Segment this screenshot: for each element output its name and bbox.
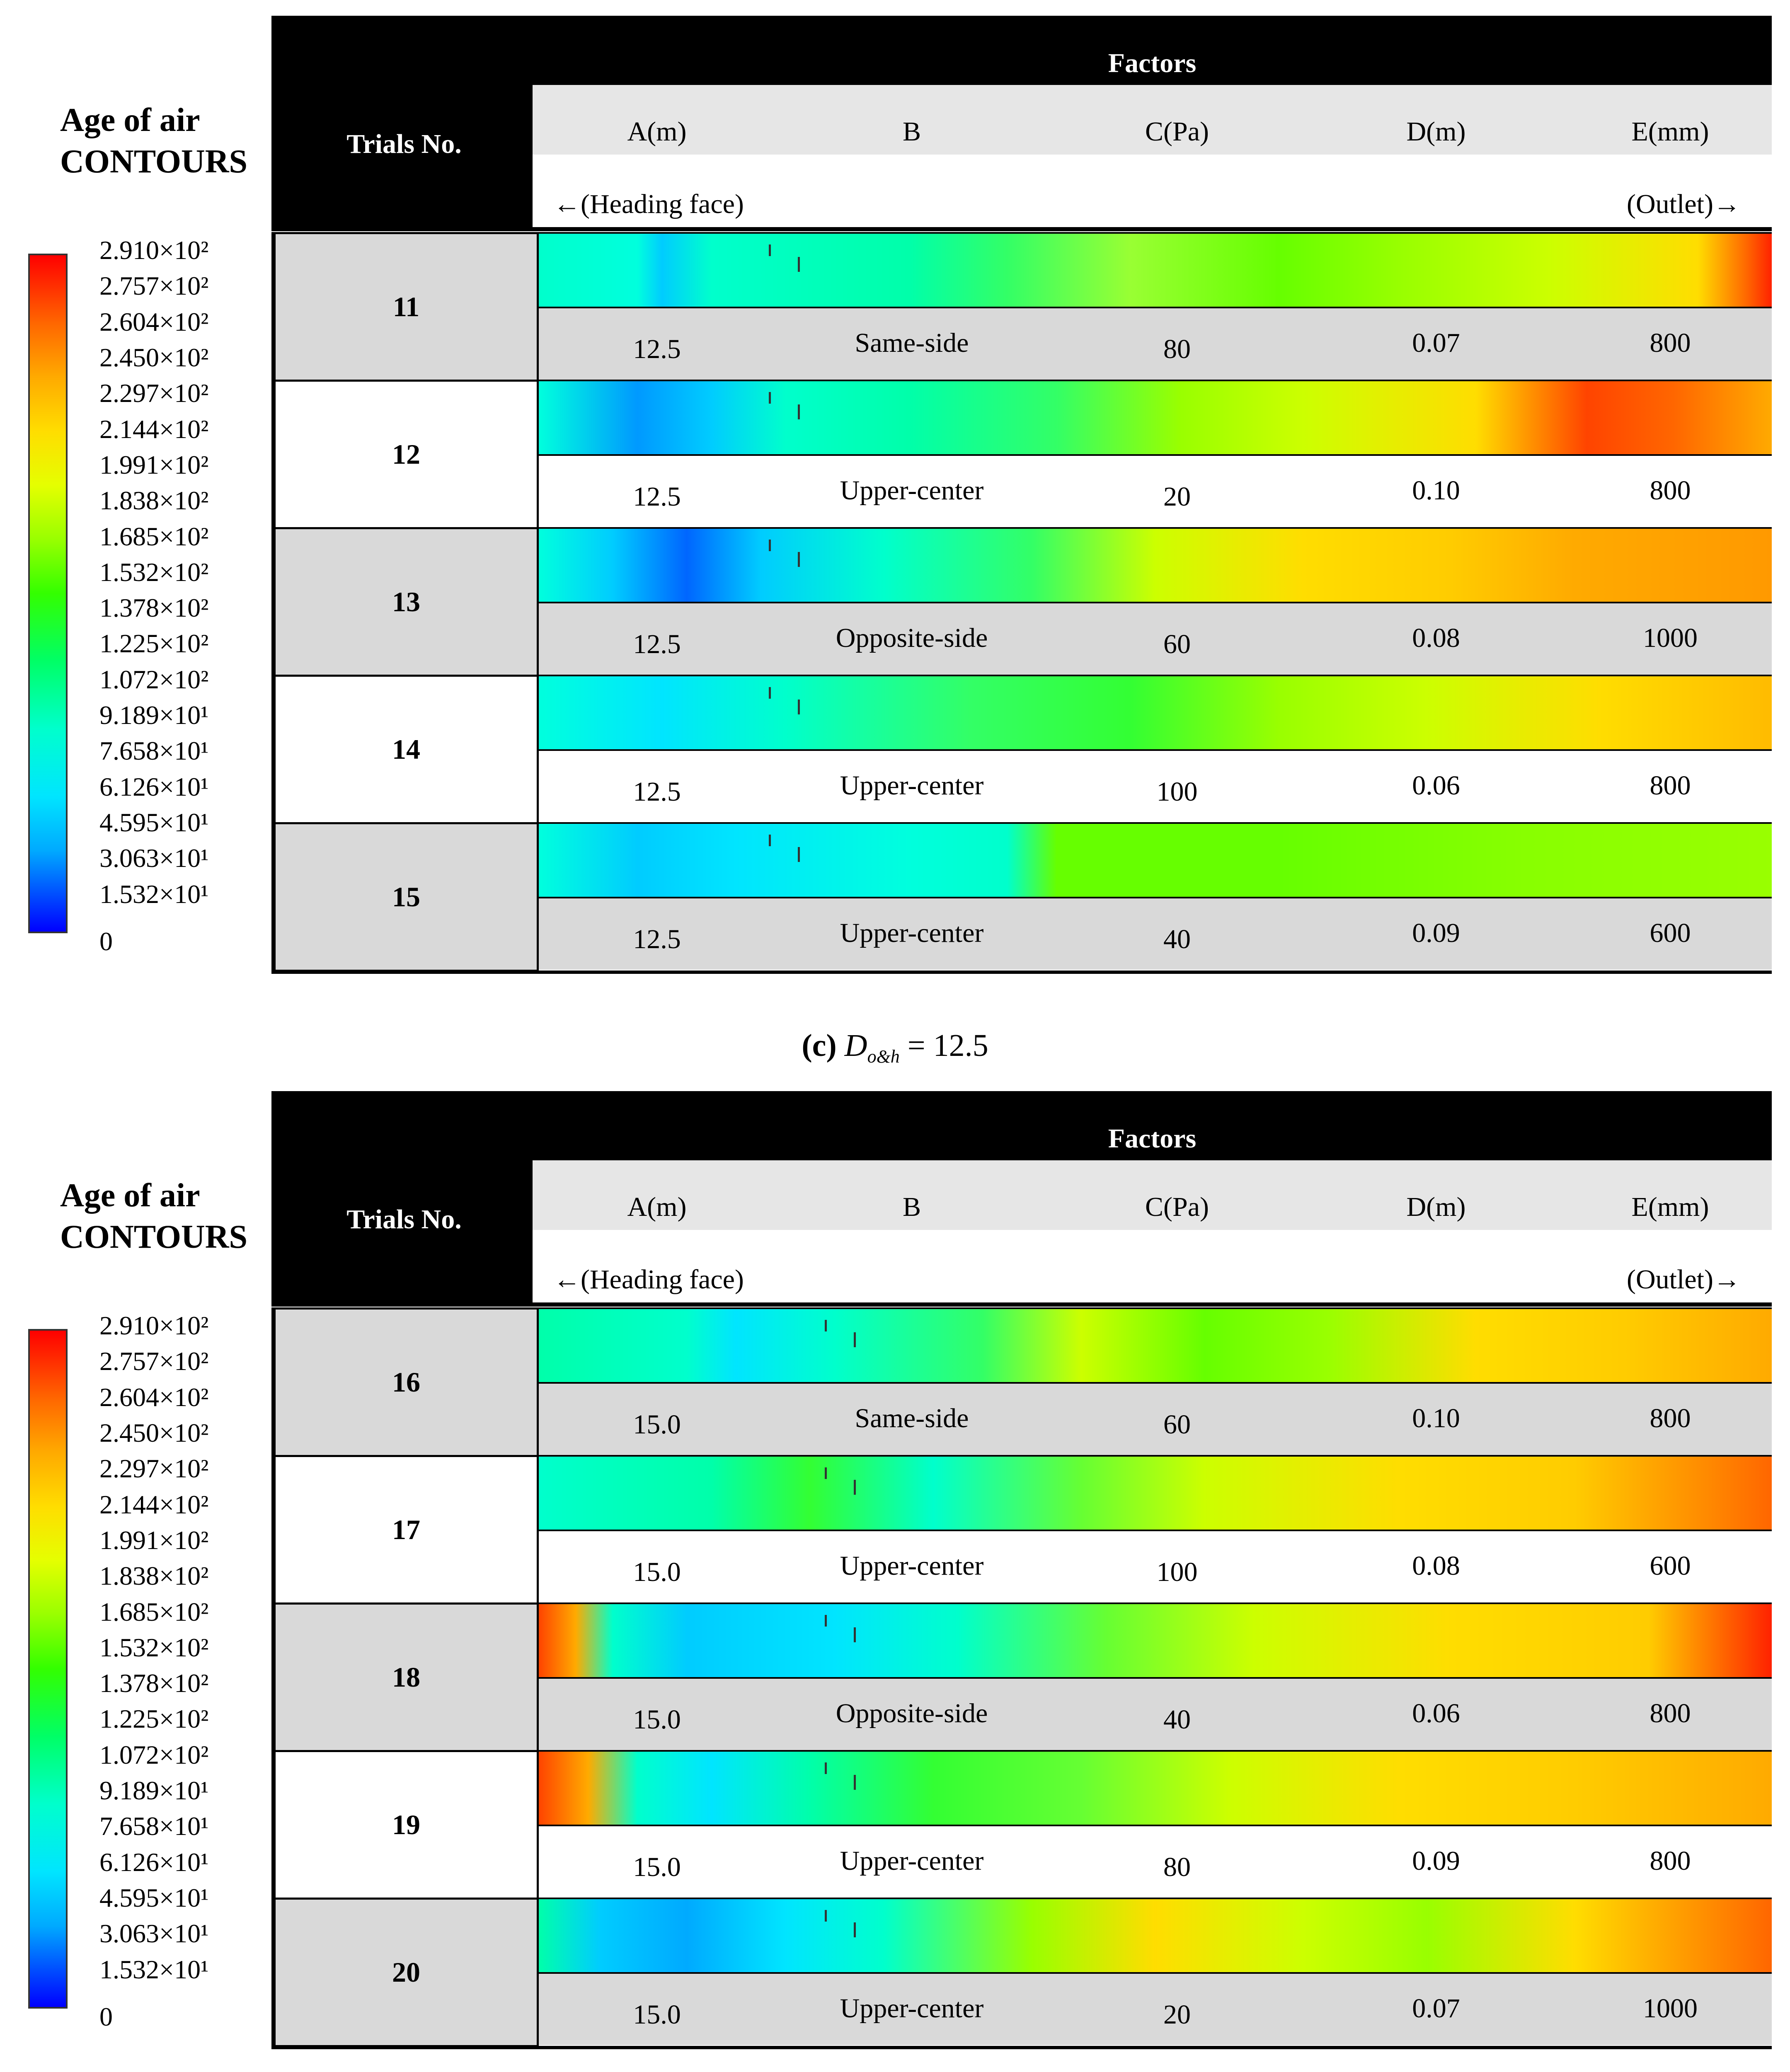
- factor-value-c: 40: [1163, 1704, 1191, 1735]
- trial-number-cell: 11: [274, 232, 539, 382]
- colorbar-tick-label: 2.757×10²: [99, 271, 209, 301]
- trial-number-cell: 12: [274, 380, 539, 529]
- factor-value-e: 800: [1650, 1698, 1691, 1728]
- trial-number-cell: 13: [274, 527, 539, 677]
- colorbar-tick-label: 4.595×10¹: [99, 1883, 209, 1913]
- legend-title-line1: Age of air: [60, 1177, 200, 1214]
- factor-value-e: 800: [1650, 1846, 1691, 1876]
- table-frame: [271, 232, 1772, 974]
- colorbar: [28, 254, 68, 933]
- factor-value-b: Same-side: [855, 1403, 969, 1433]
- factor-value-e: 600: [1650, 1551, 1691, 1581]
- factor-column-cpa: C(Pa): [1145, 1192, 1209, 1222]
- factor-value-d: 0.09: [1412, 918, 1460, 948]
- factor-value-b: Upper-center: [840, 918, 984, 948]
- colorbar-tick-label: 1.072×10²: [99, 664, 209, 694]
- colorbar-tick-label: 6.126×10¹: [99, 1847, 209, 1877]
- factor-value-d: 0.08: [1412, 1551, 1460, 1581]
- table-bottom-rule: [271, 971, 1772, 973]
- colorbar-tick-label: 6.126×10¹: [99, 772, 209, 801]
- factor-column-emm: E(mm): [1631, 116, 1709, 147]
- factor-value-d: 0.10: [1412, 475, 1460, 506]
- factor-value-d: 0.07: [1412, 328, 1460, 358]
- factor-value-c: 60: [1163, 1409, 1191, 1440]
- factor-value-e: 600: [1650, 918, 1691, 948]
- colorbar-tick-label: 1.991×10²: [99, 1525, 209, 1555]
- colorbar-tick-label: 2.757×10²: [99, 1346, 209, 1376]
- factor-value-d: 0.06: [1412, 1698, 1460, 1728]
- factor-value-e: 800: [1650, 770, 1691, 801]
- colorbar-tick-label: 1.838×10²: [99, 486, 209, 516]
- factor-column-b: B: [902, 116, 921, 147]
- colorbar-tick-label: 2.297×10²: [99, 378, 209, 408]
- factor-column-am: A(m): [627, 116, 687, 147]
- colorbar-tick-label: 7.658×10¹: [99, 736, 209, 766]
- heading-face-label: ←(Heading face): [553, 189, 744, 219]
- legend-title-line2: CONTOURS: [60, 1219, 247, 1255]
- header-bottom-rule: [271, 227, 1772, 230]
- factor-value-a: 15.0: [633, 1409, 681, 1440]
- factor-value-e: 800: [1650, 1403, 1691, 1433]
- trial-number-cell: 17: [274, 1455, 539, 1605]
- factor-value-a: 12.5: [633, 482, 681, 512]
- colorbar-tick-label: 1.685×10²: [99, 1597, 209, 1627]
- factor-value-b: Upper-center: [840, 475, 984, 506]
- factor-value-b: Upper-center: [840, 1993, 984, 2024]
- colorbar-tick-label: 3.063×10¹: [99, 1919, 209, 1949]
- factor-value-e: 800: [1650, 328, 1691, 358]
- trial-number-cell: 15: [274, 822, 539, 972]
- factors-header: Factors: [1108, 48, 1197, 78]
- factor-value-d: 0.10: [1412, 1403, 1460, 1433]
- factor-value-c: 20: [1163, 482, 1191, 512]
- factor-value-a: 12.5: [633, 334, 681, 364]
- trials-no-header: Trials No.: [346, 129, 462, 159]
- colorbar-tick-label: 1.532×10¹: [99, 1954, 209, 1984]
- colorbar-tick-label: 1.685×10²: [99, 521, 209, 551]
- factor-value-e: 1000: [1643, 623, 1698, 653]
- outlet-label: (Outlet)→: [1627, 1264, 1741, 1295]
- colorbar-tick-label: 2.144×10²: [99, 414, 209, 444]
- table-frame: [271, 1307, 1772, 2049]
- factor-value-b: Opposite-side: [836, 1698, 988, 1728]
- colorbar-tick-label: 7.658×10¹: [99, 1811, 209, 1841]
- colorbar-tick-label: 2.910×10²: [99, 1311, 209, 1340]
- colorbar-tick-label: 2.604×10²: [99, 1382, 209, 1412]
- outlet-label: (Outlet)→: [1627, 189, 1741, 219]
- colorbar-tick-label: 1.532×10²: [99, 1632, 209, 1662]
- colorbar-tick-label: 9.189×10¹: [99, 700, 209, 730]
- factor-value-b: Upper-center: [840, 1846, 984, 1876]
- factor-value-a: 15.0: [633, 1852, 681, 1882]
- colorbar-tick-label: 3.063×10¹: [99, 843, 209, 873]
- caption-symbol: D: [844, 1028, 867, 1063]
- factor-value-d: 0.07: [1412, 1993, 1460, 2024]
- factor-value-a: 12.5: [633, 924, 681, 954]
- factor-value-a: 12.5: [633, 629, 681, 659]
- factor-column-am: A(m): [627, 1192, 687, 1222]
- trials-no-header: Trials No.: [346, 1204, 462, 1234]
- factor-value-a: 15.0: [633, 1557, 681, 1587]
- heading-face-label: ←(Heading face): [553, 1264, 744, 1295]
- colorbar-tick-label: 0: [99, 927, 113, 956]
- colorbar-tick-label: 1.532×10¹: [99, 879, 209, 909]
- caption-letter: (c): [802, 1028, 837, 1063]
- colorbar-tick-label: 2.910×10²: [99, 235, 209, 265]
- colorbar-tick-label: 1.225×10²: [99, 1704, 209, 1734]
- legend-title-line2: CONTOURS: [60, 143, 247, 180]
- factor-value-c: 100: [1156, 1557, 1198, 1587]
- factor-value-d: 0.09: [1412, 1846, 1460, 1876]
- colorbar-tick-label: 2.450×10²: [99, 1418, 209, 1447]
- factor-value-b: Upper-center: [840, 1551, 984, 1581]
- colorbar-tick-label: 1.378×10²: [99, 1668, 209, 1698]
- factor-column-dm: D(m): [1406, 1192, 1466, 1222]
- factor-value-c: 20: [1163, 1999, 1191, 2030]
- factor-value-a: 15.0: [633, 1999, 681, 2030]
- factor-value-c: 80: [1163, 1852, 1191, 1882]
- colorbar-tick-label: 2.297×10²: [99, 1454, 209, 1484]
- factor-value-d: 0.08: [1412, 623, 1460, 653]
- colorbar-tick-label: 2.144×10²: [99, 1489, 209, 1519]
- colorbar-tick-label: 0: [99, 2002, 113, 2031]
- table-bottom-rule: [271, 2046, 1772, 2048]
- factor-column-emm: E(mm): [1631, 1192, 1709, 1222]
- colorbar-tick-label: 2.450×10²: [99, 342, 209, 372]
- trial-number-cell: 14: [274, 675, 539, 824]
- colorbar: [28, 1329, 68, 2009]
- colorbar-tick-label: 1.378×10²: [99, 593, 209, 623]
- colorbar-tick-label: 1.225×10²: [99, 629, 209, 658]
- trial-number-cell: 20: [274, 1898, 539, 2047]
- trial-number-cell: 18: [274, 1602, 539, 1752]
- colorbar-tick-label: 4.595×10¹: [99, 808, 209, 838]
- panel-d: [0, 1075, 1790, 2072]
- factor-column-cpa: C(Pa): [1145, 116, 1209, 147]
- factor-value-a: 15.0: [633, 1704, 681, 1735]
- factor-value-b: Upper-center: [840, 770, 984, 801]
- factor-value-b: Opposite-side: [836, 623, 988, 653]
- factor-value-c: 80: [1163, 334, 1191, 364]
- colorbar-tick-label: 1.991×10²: [99, 450, 209, 479]
- trial-number-cell: 19: [274, 1750, 539, 1900]
- legend-title-line1: Age of air: [60, 102, 200, 138]
- caption-subscript: o&h: [867, 1046, 900, 1067]
- factor-value-e: 800: [1650, 475, 1691, 506]
- caption-value: = 12.5: [907, 1028, 988, 1063]
- factor-value-c: 100: [1156, 777, 1198, 807]
- trial-number-cell: 16: [274, 1307, 539, 1457]
- colorbar-tick-label: 1.838×10²: [99, 1561, 209, 1591]
- factors-header: Factors: [1108, 1123, 1197, 1154]
- factor-value-a: 12.5: [633, 777, 681, 807]
- factor-value-c: 40: [1163, 924, 1191, 954]
- factor-value-e: 1000: [1643, 1993, 1698, 2024]
- colorbar-tick-label: 1.072×10²: [99, 1740, 209, 1769]
- colorbar-tick-label: 1.532×10²: [99, 557, 209, 587]
- colorbar-tick-label: 9.189×10¹: [99, 1776, 209, 1806]
- factor-column-dm: D(m): [1406, 116, 1466, 147]
- panel-caption: [0, 1028, 1790, 1067]
- factor-value-b: Same-side: [855, 328, 969, 358]
- colorbar-tick-label: 2.604×10²: [99, 307, 209, 336]
- factor-value-c: 60: [1163, 629, 1191, 659]
- factor-value-d: 0.06: [1412, 770, 1460, 801]
- factor-column-b: B: [902, 1192, 921, 1222]
- header-bottom-rule: [271, 1302, 1772, 1306]
